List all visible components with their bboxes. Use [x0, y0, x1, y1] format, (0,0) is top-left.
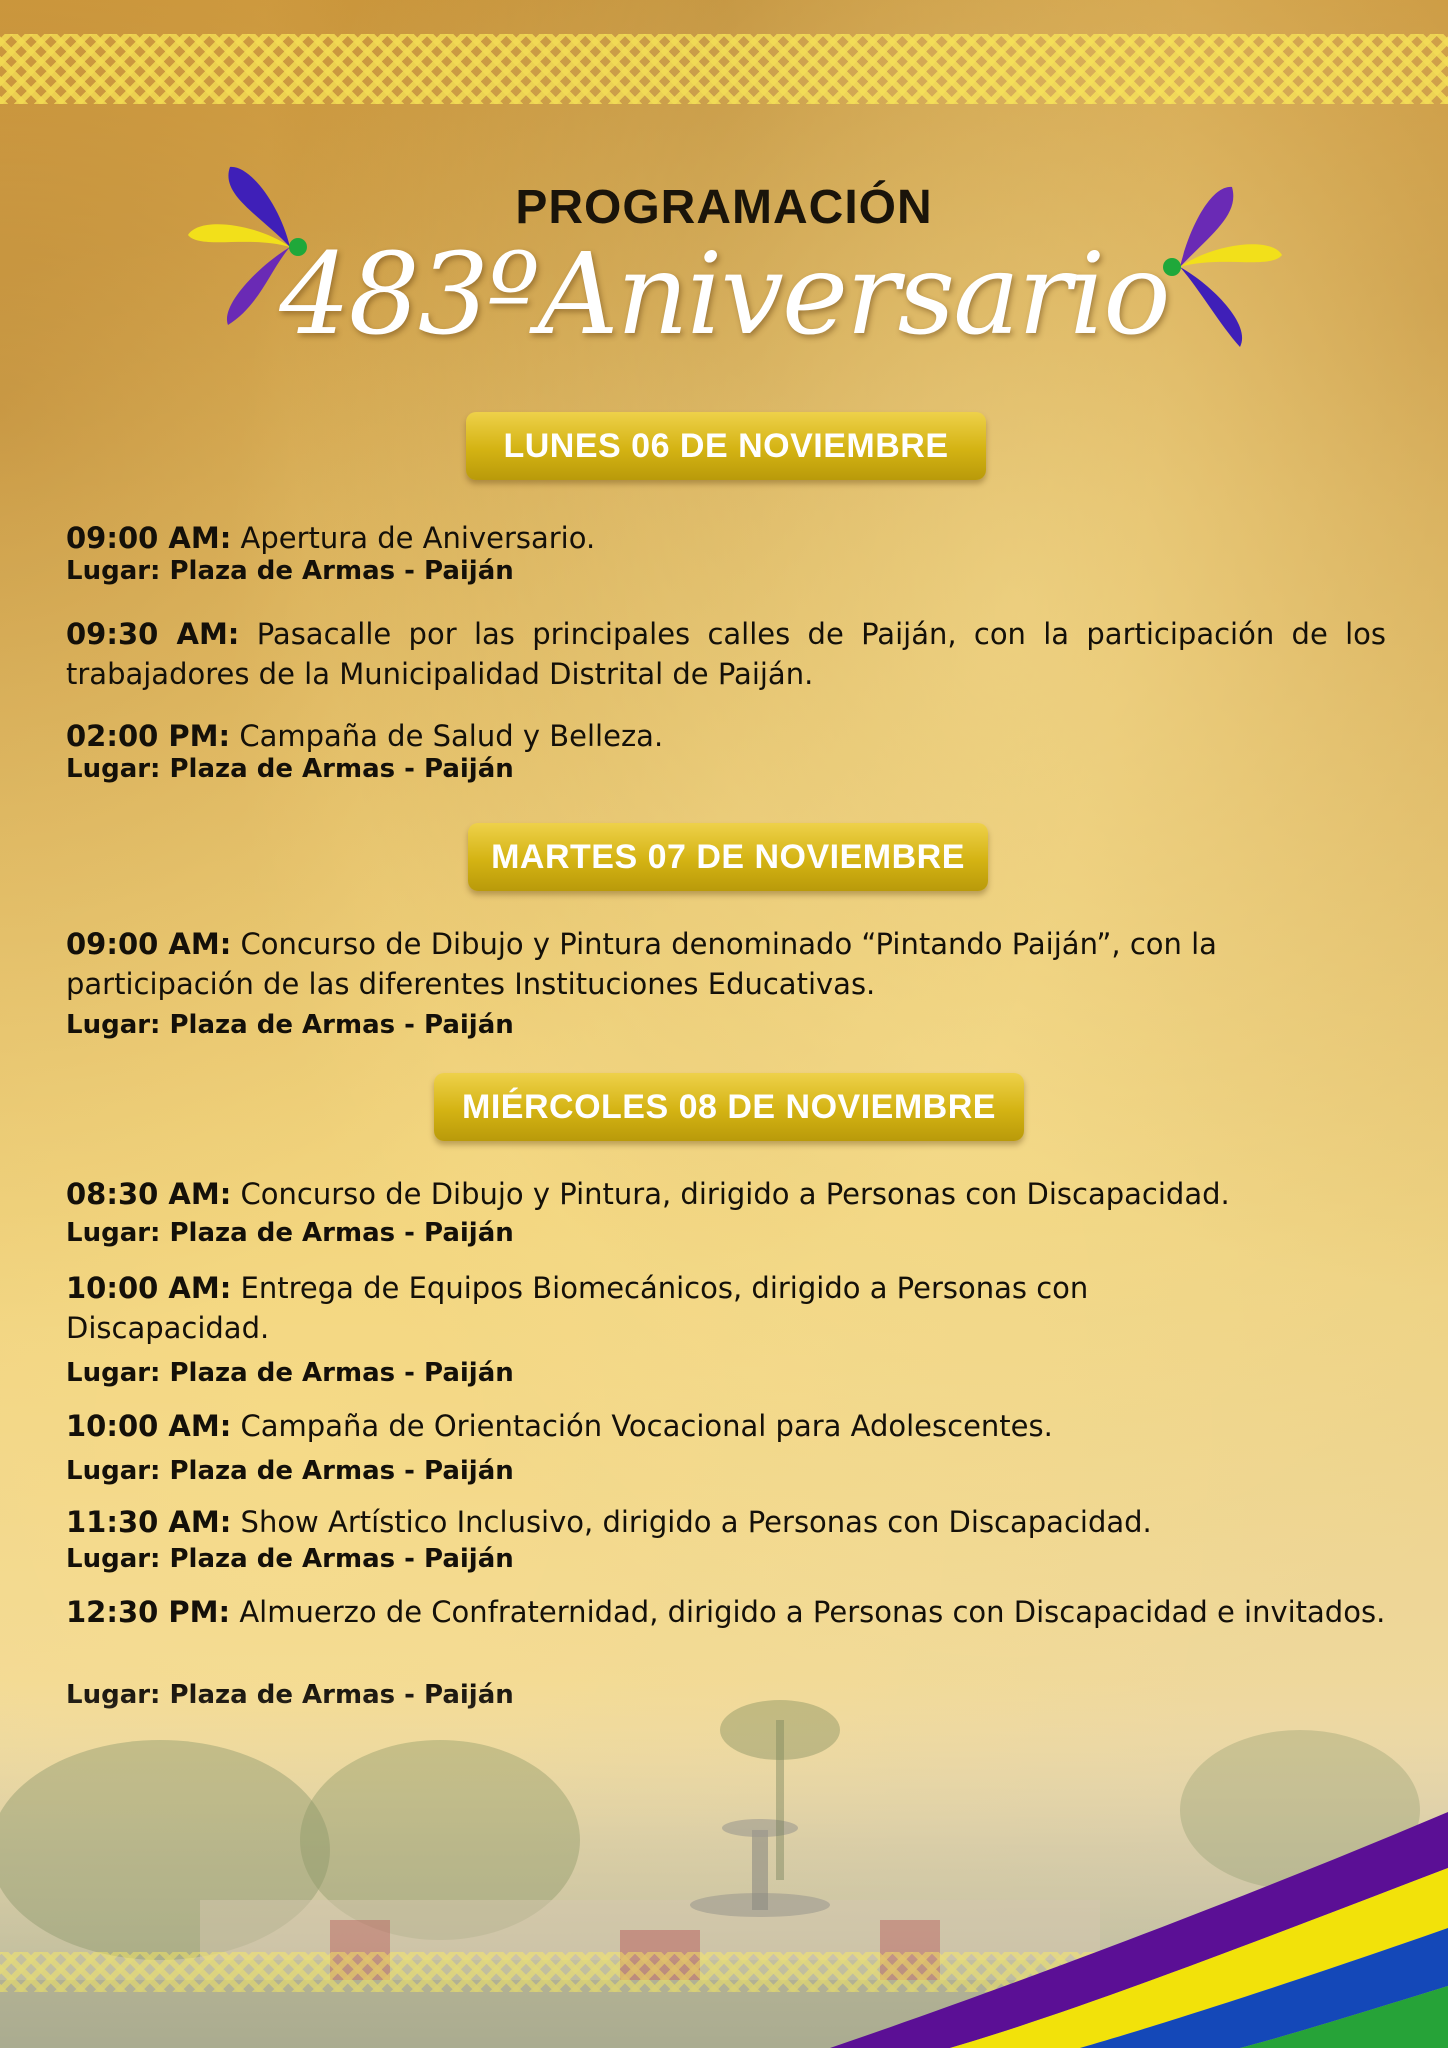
event-description: Campaña de Salud y Belleza.: [239, 719, 664, 753]
event-description: Pasacalle por las principales calles de Paiján, con la participación de los trabajadores de la Municipalidad Distrital de Paiján.: [66, 617, 1387, 691]
event-location: Lugar: Plaza de Armas - Paiján: [66, 1544, 514, 1574]
event-location: Lugar: Plaza de Armas - Paiján: [66, 1218, 514, 1248]
event-description: Campaña de Orientación Vocacional para Adolescentes.: [240, 1409, 1053, 1443]
event-time: 11:30 AM:: [66, 1505, 232, 1539]
event-description: Concurso de Dibujo y Pintura denominado “Pintando Paiján”, con la participación de las diferentes Instituciones Educativas.: [66, 927, 1217, 1001]
day-banner-lunes: LUNES 06 DE NOVIEMBRE: [466, 412, 986, 480]
anniversary-subtitle: 483ºAniversario: [279, 230, 1169, 360]
event-location: Lugar: Plaza de Armas - Paiján: [66, 1010, 514, 1040]
event-time: 10:00 AM:: [66, 1271, 232, 1305]
event-description: Almuerzo de Confraternidad, dirigido a Personas con Discapacidad e invitados.: [239, 1595, 1386, 1629]
event-location: Lugar: Plaza de Armas - Paiján: [66, 754, 514, 784]
event-time: 09:00 AM:: [66, 521, 232, 555]
event-time: 08:30 AM:: [66, 1177, 232, 1211]
page-title: PROGRAMACIÓN: [515, 181, 933, 234]
event-location: Lugar: Plaza de Armas - Paiján: [66, 556, 514, 586]
event-description: Show Artístico Inclusivo, dirigido a Personas con Discapacidad.: [240, 1505, 1152, 1539]
event-time: 10:00 AM:: [66, 1409, 232, 1443]
day-banner-miercoles: MIÉRCOLES 08 DE NOVIEMBRE: [434, 1073, 1024, 1141]
event-time: 12:30 PM:: [66, 1595, 231, 1629]
event-time: 09:00 AM:: [66, 927, 232, 961]
event-description: Entrega de Equipos Biomecánicos, dirigido a Personas con Discapacidad.: [66, 1271, 1089, 1345]
event-location: Lugar: Plaza de Armas - Paiján: [66, 1358, 514, 1388]
event-description: Concurso de Dibujo y Pintura, dirigido a Personas con Discapacidad.: [240, 1177, 1230, 1211]
day-banner-martes: MARTES 07 DE NOVIEMBRE: [468, 823, 988, 891]
event-time: 09:30 AM:: [66, 617, 240, 651]
event-description: Apertura de Aniversario.: [240, 521, 596, 555]
event-location: Lugar: Plaza de Armas - Paiján: [66, 1456, 514, 1486]
event-time: 02:00 PM:: [66, 719, 231, 753]
